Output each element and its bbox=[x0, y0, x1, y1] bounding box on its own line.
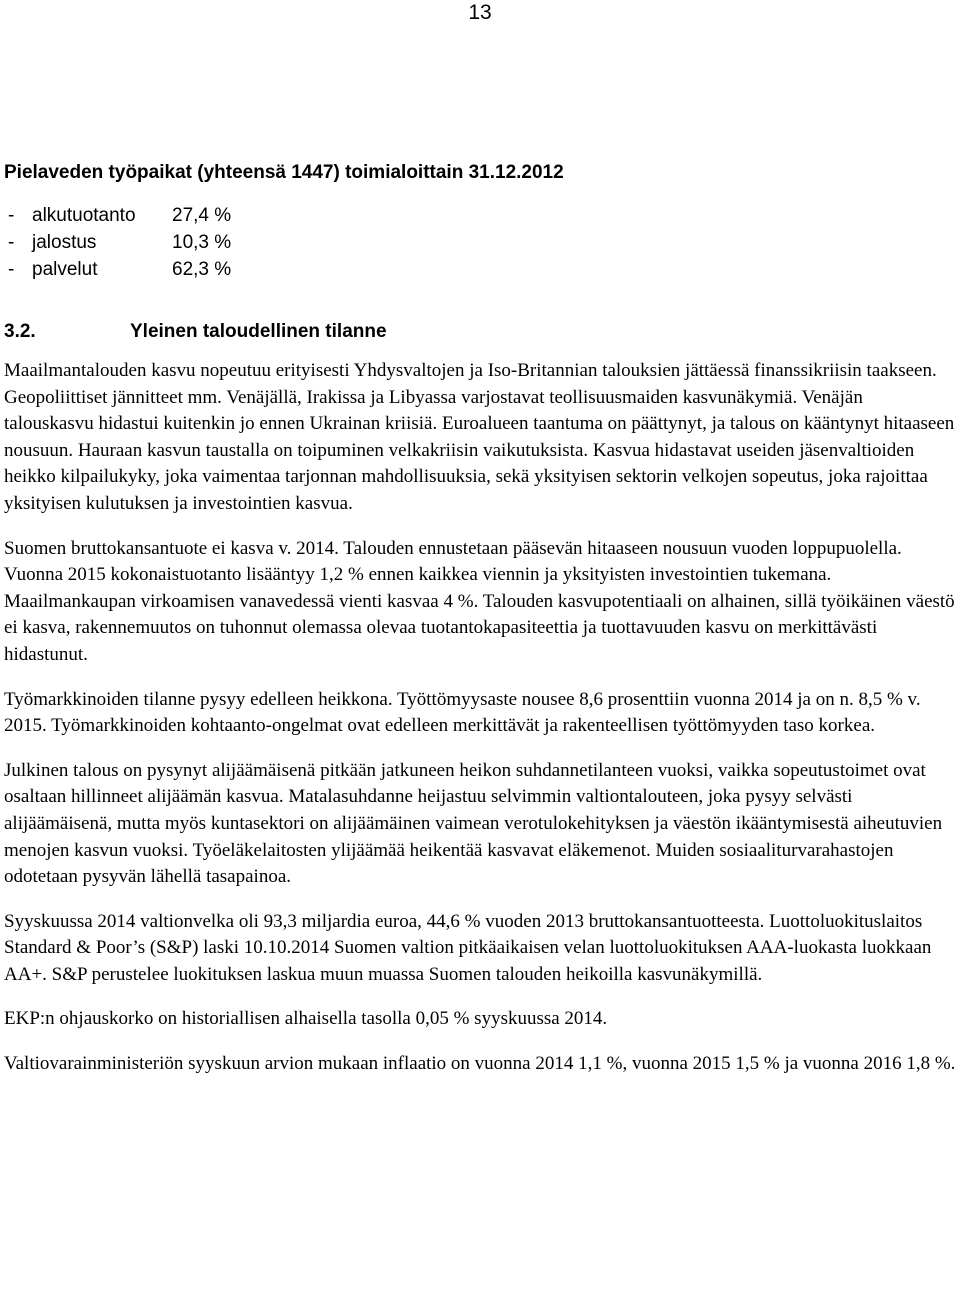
paragraph-world-economy: Maailmantalouden kasvu nopeutuu erityisesti Yhdysvaltojen ja Iso-Britannian talouksien jättäessä finanssikriisin taakseen. Geopoliittiset jännitteet mm. Venäjällä, Irakissa ja Libyassa varjostavat teollisuusmaiden kasvunäkymiä. Venäjän talouskasvu hidastui kuitenkin jo ennen Ukrainan kriisiä. Euroalueen taantuma on päättynyt, ja talous on kääntynyt hitaaseen nousuun. Hauraan kasvun taustalla on toipuminen velkakriisin vaikutuksista. Kasvua hidastavat useiden jäsenvaltioiden heikko kilpailukyky, joka vaimentaa tarjonnan mahdollisuuksia, sekä yksityisen sektorin velkojen sopeutus, joka rajoittaa yksityisen kulutuksen ja investointien kasvua. bbox=[4, 360, 955, 514]
sector-list bbox=[4, 202, 956, 283]
sector-value: 27,4 % bbox=[172, 205, 232, 226]
document-body bbox=[4, 160, 956, 1078]
list-item bbox=[4, 256, 956, 283]
list-dash: - bbox=[8, 232, 15, 253]
paragraph-government-debt: Syyskuussa 2014 valtionvelka oli 93,3 miljardia euroa, 44,6 % vuoden 2013 bruttokansantuotteesta. Luottoluokituslaitos Standard & Poor’s (S&P) laski 10.10.2014 Suomen valtion pitkäaikaisen velan luottoluokituksen AAA-luokasta luokkaan AA+. S&P perustelee luokituksen laskua muun muassa Suomen talouden heikoilla kasvunäkymillä. bbox=[4, 910, 932, 985]
sector-value: 10,3 % bbox=[172, 232, 232, 253]
sector-value: 62,3 % bbox=[172, 259, 232, 280]
paragraph-labour-market: Työmarkkinoiden tilanne pysyy edelleen heikkona. Työttömyysaste nousee 8,6 prosenttiin vuonna 2014 ja on n. 8,5 % v. 2015. Työmarkkinoiden kohtaanto-ongelmat ovat edelleen merkittävät ja rakenteellisen työttömyyden taso korkea. bbox=[4, 688, 921, 737]
sector-name: jalostus bbox=[32, 232, 97, 253]
paragraph-public-finances: Julkinen talous on pysynyt alijäämäisenä pitkään jatkuneen heikon suhdannetilanteen vuoksi, vaikka sopeutustoimet ovat osaltaan hillinneet alijäämän kasvua. Matalasuhdanne heijastuu selvimmin valtiontalouteen, joka pysyy selvästi alijäämäisenä, mutta myös kuntasektori on alijäämäinen vaimean verotulokehityksen ja väestön ikääntymisestä aiheutuvien menojen kasvun vuoksi. Työeläkelaitosten ylijäämää heikentää kasvavat eläkemenot. Muiden sosiaaliturvarahastojen odotetaan pysyvän lähellä tasapainoa. bbox=[4, 759, 943, 888]
sector-name: palvelut bbox=[32, 259, 98, 280]
section-title: Yleinen taloudellinen tilanne bbox=[130, 321, 387, 342]
paragraph-ecb-rate: EKP:n ohjauskorko on historiallisen alhaisella tasolla 0,05 % syyskuussa 2014. bbox=[4, 1008, 608, 1030]
list-item bbox=[4, 202, 956, 229]
sector-name: alkutuotanto bbox=[32, 205, 136, 226]
section-number: 3.2. bbox=[4, 321, 36, 342]
page-number: 13 bbox=[468, 1, 492, 24]
list-dash: - bbox=[8, 205, 15, 226]
list-dash: - bbox=[8, 259, 15, 280]
paragraph-inflation: Valtiovarainministeriön syyskuun arvion mukaan inflaatio on vuonna 2014 1,1 %, vuonna 2015 1,5 % ja vuonna 2016 1,8 %. bbox=[4, 1053, 956, 1075]
employment-heading: Pielaveden työpaikat (yhteensä 1447) toimialoittain 31.12.2012 bbox=[4, 162, 564, 183]
paragraph-finland-gdp: Suomen bruttokansantuote ei kasva v. 2014. Talouden ennustetaan pääsevän hitaaseen nousuun vuoden loppupuolella. Vuonna 2015 kokonaistuotanto lisääntyy 1,2 % ennen kaikkea viennin ja yksityisten investointien tukemana. Maailmankaupan virkoamisen vanavedessä vienti kasvaa 4 %. Talouden kasvupotentiaali on alhainen, sillä työikäinen väestö ei kasva, rakennemuutos on tuhonnut olemassa olevaa tuotantokapasiteettia ja tuottavuuden kasvu on merkittävästi hidastunut. bbox=[4, 537, 955, 665]
section-heading bbox=[4, 319, 956, 345]
list-item bbox=[4, 229, 956, 256]
